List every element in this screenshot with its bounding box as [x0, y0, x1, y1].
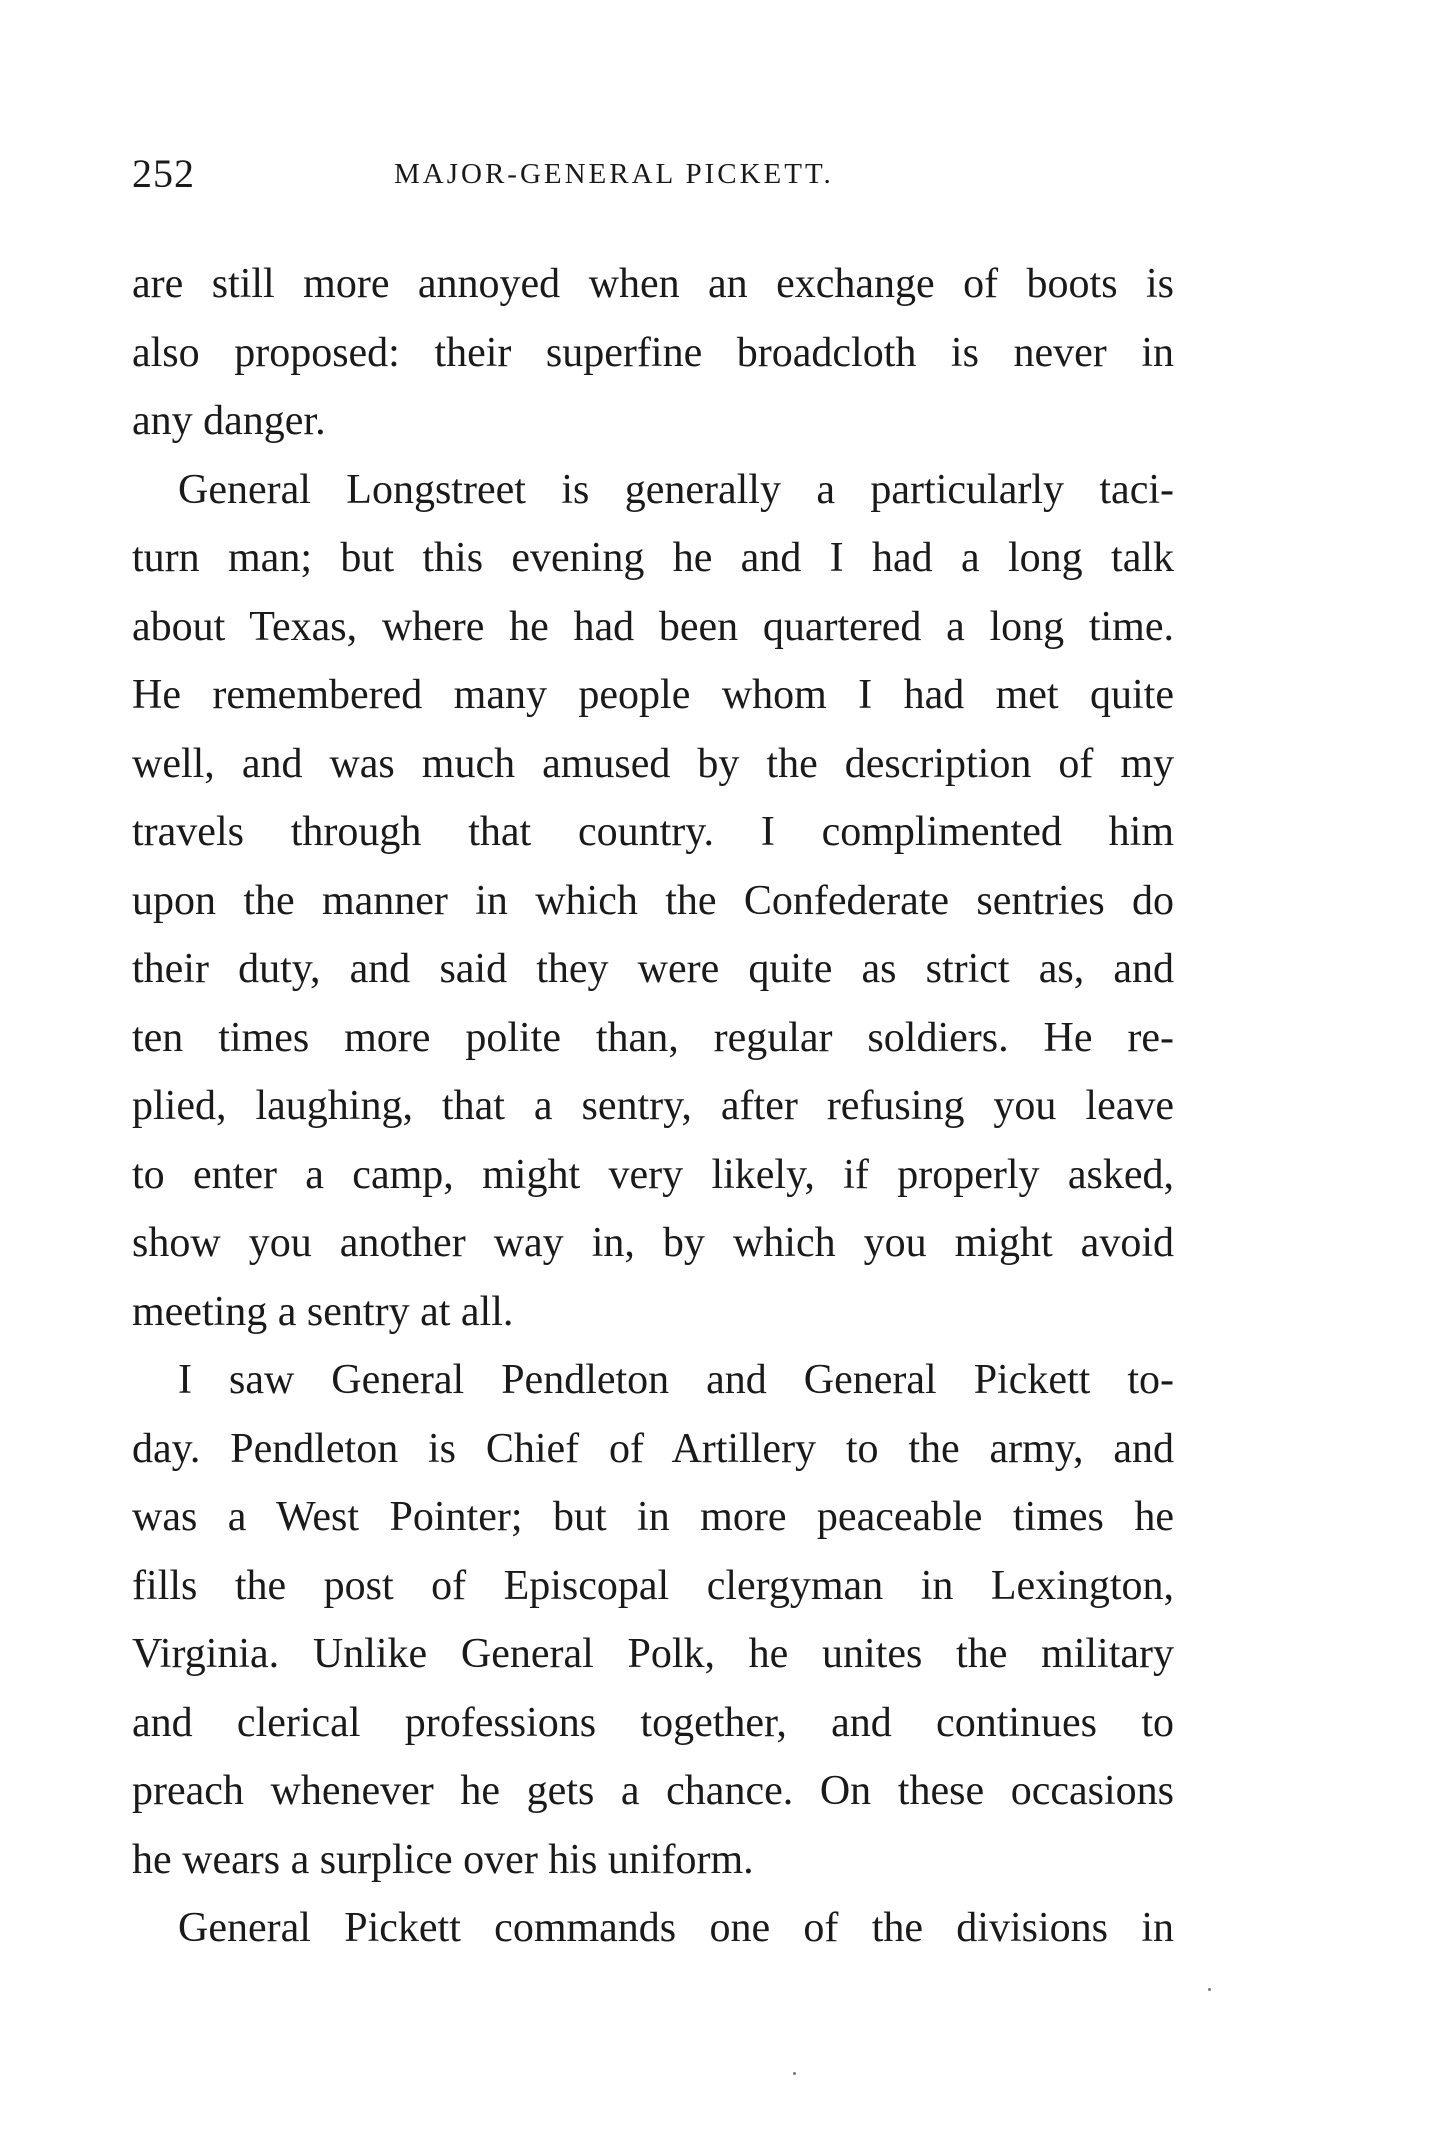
text-line: about Texas, where he had been quartered a long time.	[132, 603, 1174, 650]
text-line: upon the manner in which the Confederate sentries do	[132, 877, 1174, 924]
paragraph-first-line: General Pickett commands one of the divisions in	[178, 1905, 1174, 1951]
text-line: their duty, and said they were quite as strict as, and	[132, 946, 1174, 992]
text-line: to enter a camp, might very likely, if properly asked,	[132, 1151, 1174, 1198]
paper-speck	[793, 2072, 796, 2075]
text-line: day. Pendleton is Chief of Artillery to the army, and	[132, 1425, 1174, 1472]
text-line: preach whenever he gets a chance. On these occasions	[132, 1768, 1174, 1814]
running-title: MAJOR-GENERAL PICKETT.	[394, 158, 834, 190]
text-line: and clerical professions together, and continues to	[132, 1699, 1174, 1746]
text-line: any danger.	[132, 398, 326, 444]
paragraph-first-line: I saw General Pendleton and General Pickett to-	[178, 1357, 1174, 1403]
body-text	[132, 250, 1174, 1963]
text-line: was a West Pointer; but in more peaceable times he	[132, 1494, 1174, 1540]
text-line: fills the post of Episcopal clergyman in Lexington,	[132, 1562, 1174, 1609]
text-line: travels through that country. I complimented him	[132, 809, 1174, 855]
text-line: turn man; but this evening he and I had a long talk	[132, 535, 1174, 581]
running-head	[132, 150, 1172, 210]
text-line: He remembered many people whom I had met quite	[132, 672, 1174, 718]
text-line: also proposed: their superfine broadcloth is never in	[132, 329, 1174, 376]
text-line: Virginia. Unlike General Polk, he unites the military	[132, 1631, 1174, 1677]
text-line: plied, laughing, that a sentry, after refusing you leave	[132, 1083, 1174, 1129]
text-line: he wears a surplice over his uniform.	[132, 1836, 754, 1883]
text-line: are still more annoyed when an exchange of boots is	[132, 261, 1174, 307]
text-line: meeting a sentry at all.	[132, 1288, 514, 1335]
page-number: 252	[132, 151, 195, 196]
paper-speck	[1208, 1988, 1211, 1991]
paragraph-first-line: General Longstreet is generally a particularly taci-	[178, 466, 1174, 513]
text-line: ten times more polite than, regular soldiers. He re-	[132, 1014, 1174, 1061]
text-line: well, and was much amused by the description of my	[132, 740, 1174, 787]
text-line: show you another way in, by which you might avoid	[132, 1220, 1174, 1266]
